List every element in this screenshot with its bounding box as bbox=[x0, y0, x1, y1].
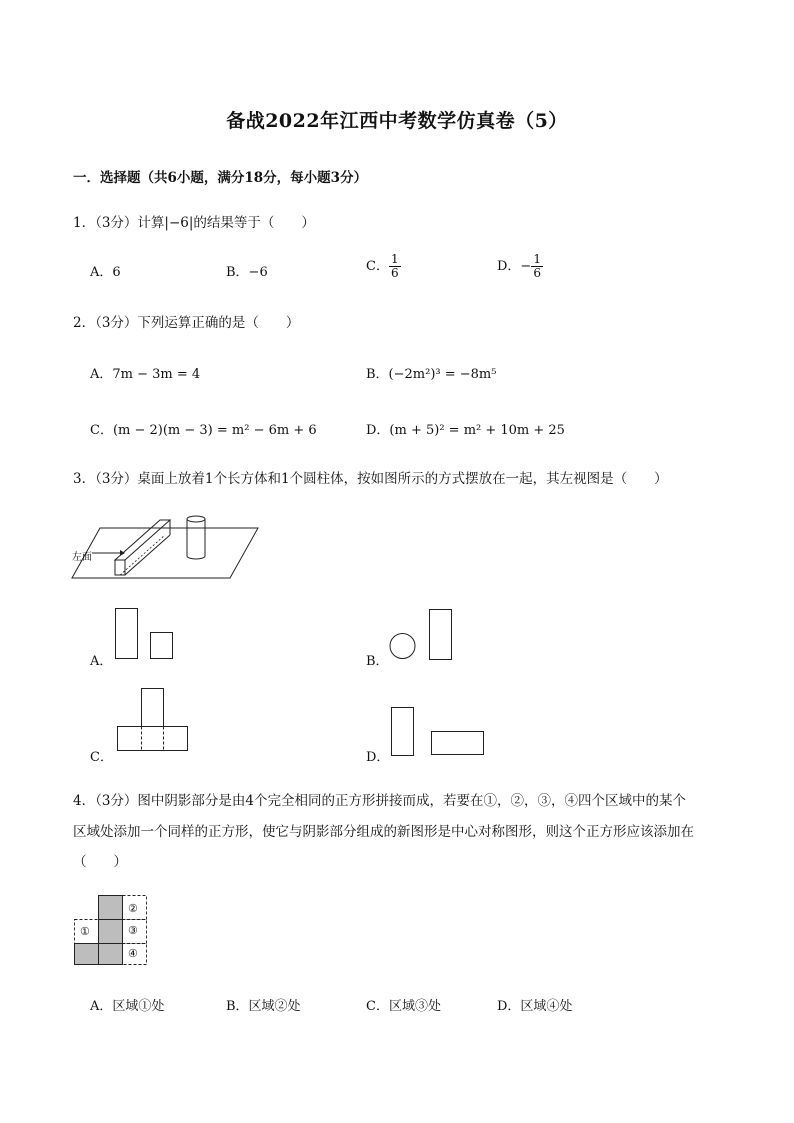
q3-option-d[interactable]: D． bbox=[366, 750, 390, 765]
region-4-label: ④ bbox=[128, 947, 138, 960]
question-4-stem-line2: 区域处添加一个同样的正方形，使它与阴影部分组成的新图形是中心对称图形，则这个正方形应该添加在 bbox=[73, 824, 694, 840]
region-1-label: ① bbox=[80, 925, 90, 938]
q3-option-c-figure bbox=[114, 686, 190, 754]
desk-figure bbox=[70, 510, 270, 590]
q3-option-a-figure bbox=[112, 605, 177, 662]
fraction-denominator: 6 bbox=[533, 266, 541, 280]
q2-option-c[interactable]: C．(m − 2)(m − 3) = m² − 6m + 6 bbox=[90, 423, 317, 438]
q4-option-d[interactable]: D．区域④处 bbox=[497, 999, 573, 1014]
q3-option-b-figure bbox=[386, 605, 456, 662]
question-1-stem: 1．（3分）计算|−6|的结果等于（ ） bbox=[73, 215, 315, 231]
q3-option-d-figure bbox=[388, 704, 488, 759]
section-heading: 一．选择题（共6小题，满分18分，每小题3分） bbox=[73, 170, 368, 186]
q1-option-b[interactable]: B．−6 bbox=[226, 265, 268, 280]
q2-option-a[interactable]: A．7m − 3m = 4 bbox=[90, 367, 201, 382]
q1-option-c[interactable] bbox=[366, 253, 401, 280]
fraction-numerator: 1 bbox=[390, 252, 399, 266]
q2-option-b[interactable]: B．(−2m²)³ = −8m⁵ bbox=[366, 367, 497, 382]
q4-option-a[interactable]: A．区域①处 bbox=[90, 999, 165, 1014]
page-title: 备战2022年江西中考数学仿真卷（5） bbox=[226, 110, 568, 132]
question-4-stem-line3: （ ） bbox=[73, 854, 127, 870]
region-3-label: ③ bbox=[128, 924, 138, 937]
q4-option-b[interactable]: B．区域②处 bbox=[226, 999, 301, 1014]
fraction bbox=[531, 253, 543, 280]
fraction bbox=[389, 253, 401, 280]
q2-option-d[interactable]: D．(m + 5)² = m² + 10m + 25 bbox=[366, 423, 565, 438]
fraction-numerator: 1 bbox=[533, 252, 541, 266]
region-2-label: ② bbox=[128, 902, 138, 915]
q1-option-d[interactable] bbox=[497, 253, 543, 280]
question-4-stem-line1: 4．（3分）图中阴影部分是由4个完全相同的正方形拼接而成，若要在①，②，③，④四个区域中的某个 bbox=[73, 793, 687, 809]
question-2-stem: 2．（3分）下列运算正确的是（ ） bbox=[73, 315, 300, 331]
q4-option-c[interactable]: C．区域③处 bbox=[366, 999, 441, 1014]
q3-option-c[interactable]: C． bbox=[90, 750, 113, 765]
q1-option-a[interactable]: A．6 bbox=[90, 265, 121, 280]
q3-option-a[interactable]: A． bbox=[90, 654, 113, 669]
question-3-stem: 3．（3分）桌面上放着1个长方体和1个圆柱体，按如图所示的方式摆放在一起，其左视图是（ ） bbox=[73, 471, 668, 487]
fraction-denominator: 6 bbox=[390, 266, 399, 280]
left-side-label: 左面 bbox=[72, 552, 92, 563]
q1-option-d-prefix: D．− bbox=[497, 259, 532, 274]
q3-option-b[interactable]: B． bbox=[366, 654, 389, 669]
q1-option-c-prefix: C． bbox=[366, 259, 389, 274]
